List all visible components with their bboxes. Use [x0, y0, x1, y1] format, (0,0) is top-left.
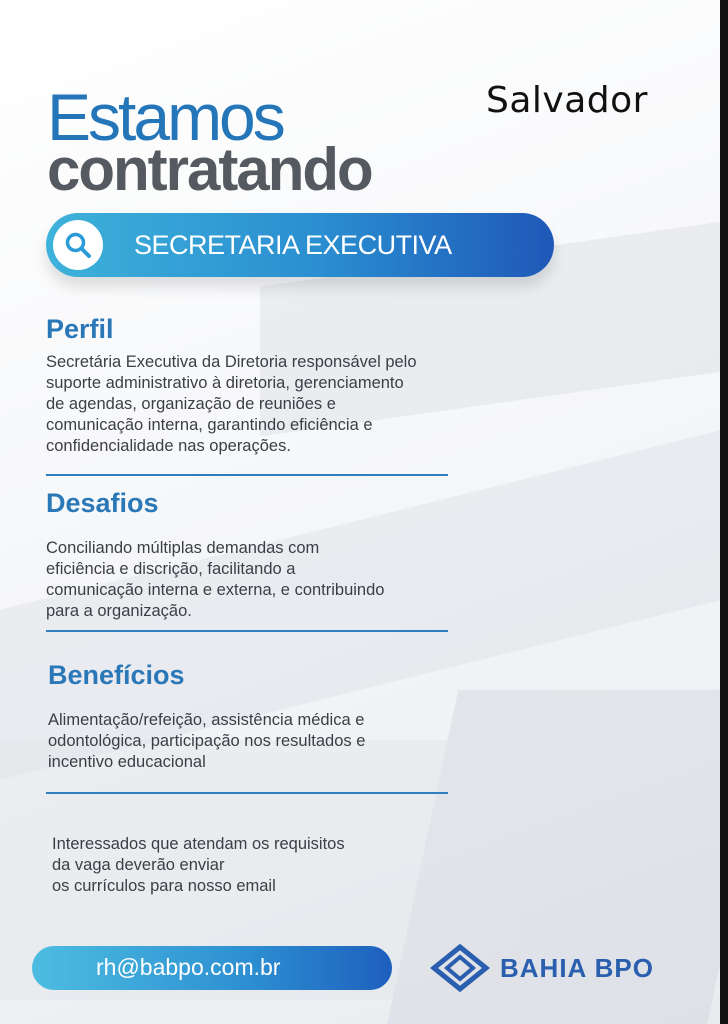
body-line: comunicação interna e externa, e contribuindo	[46, 581, 385, 599]
role-title: SECRETARIA EXECUTIVA	[134, 230, 452, 260]
contact-instructions	[52, 834, 452, 897]
body-line: para a organização.	[46, 602, 192, 620]
body-line: incentivo educacional	[48, 753, 206, 771]
headline-line-2: contratando	[47, 136, 372, 203]
contact-line: os currículos para nosso email	[52, 877, 276, 895]
body-line: suporte administrativo à diretoria, gerenciamento	[46, 374, 404, 392]
city-label: Salvador	[486, 80, 648, 121]
brand-name: BAHIA BPO	[500, 953, 654, 983]
body-line: Alimentação/refeição, assistência médica e	[48, 711, 365, 729]
email-badge[interactable]	[32, 946, 392, 990]
section-body-beneficios	[48, 710, 508, 773]
body-line: Secretária Executiva da Diretoria responsável pelo	[46, 353, 417, 371]
contact-line: da vaga deverão enviar	[52, 856, 225, 874]
section-body-perfil	[46, 352, 506, 457]
section-divider	[46, 792, 448, 794]
headline-line-1: Estamos	[47, 80, 283, 154]
contact-line: Interessados que atendam os requisitos	[52, 835, 345, 853]
role-banner	[46, 213, 554, 277]
body-line: Conciliando múltiplas demandas com	[46, 539, 320, 557]
email-address[interactable]: rh@babpo.com.br	[96, 954, 281, 980]
screen-edge	[720, 0, 728, 1024]
diamond-logo-icon	[428, 944, 492, 992]
body-line: eficiência e discrição, facilitando a	[46, 560, 296, 578]
section-title-desafios: Desafios	[46, 488, 159, 518]
section-title-beneficios: Benefícios	[48, 660, 185, 690]
section-divider	[46, 630, 448, 632]
section-body-desafios	[46, 538, 506, 622]
section-title-perfil: Perfil	[46, 314, 114, 344]
body-line: confidencialidade nas operações.	[46, 437, 291, 455]
brand-logo	[428, 944, 698, 992]
body-line: odontológica, participação nos resultados e	[48, 732, 366, 750]
search-icon	[53, 220, 103, 270]
body-line: comunicação interna, garantindo eficiência e	[46, 416, 373, 434]
body-line: de agendas, organização de reuniões e	[46, 395, 336, 413]
section-divider	[46, 474, 448, 476]
